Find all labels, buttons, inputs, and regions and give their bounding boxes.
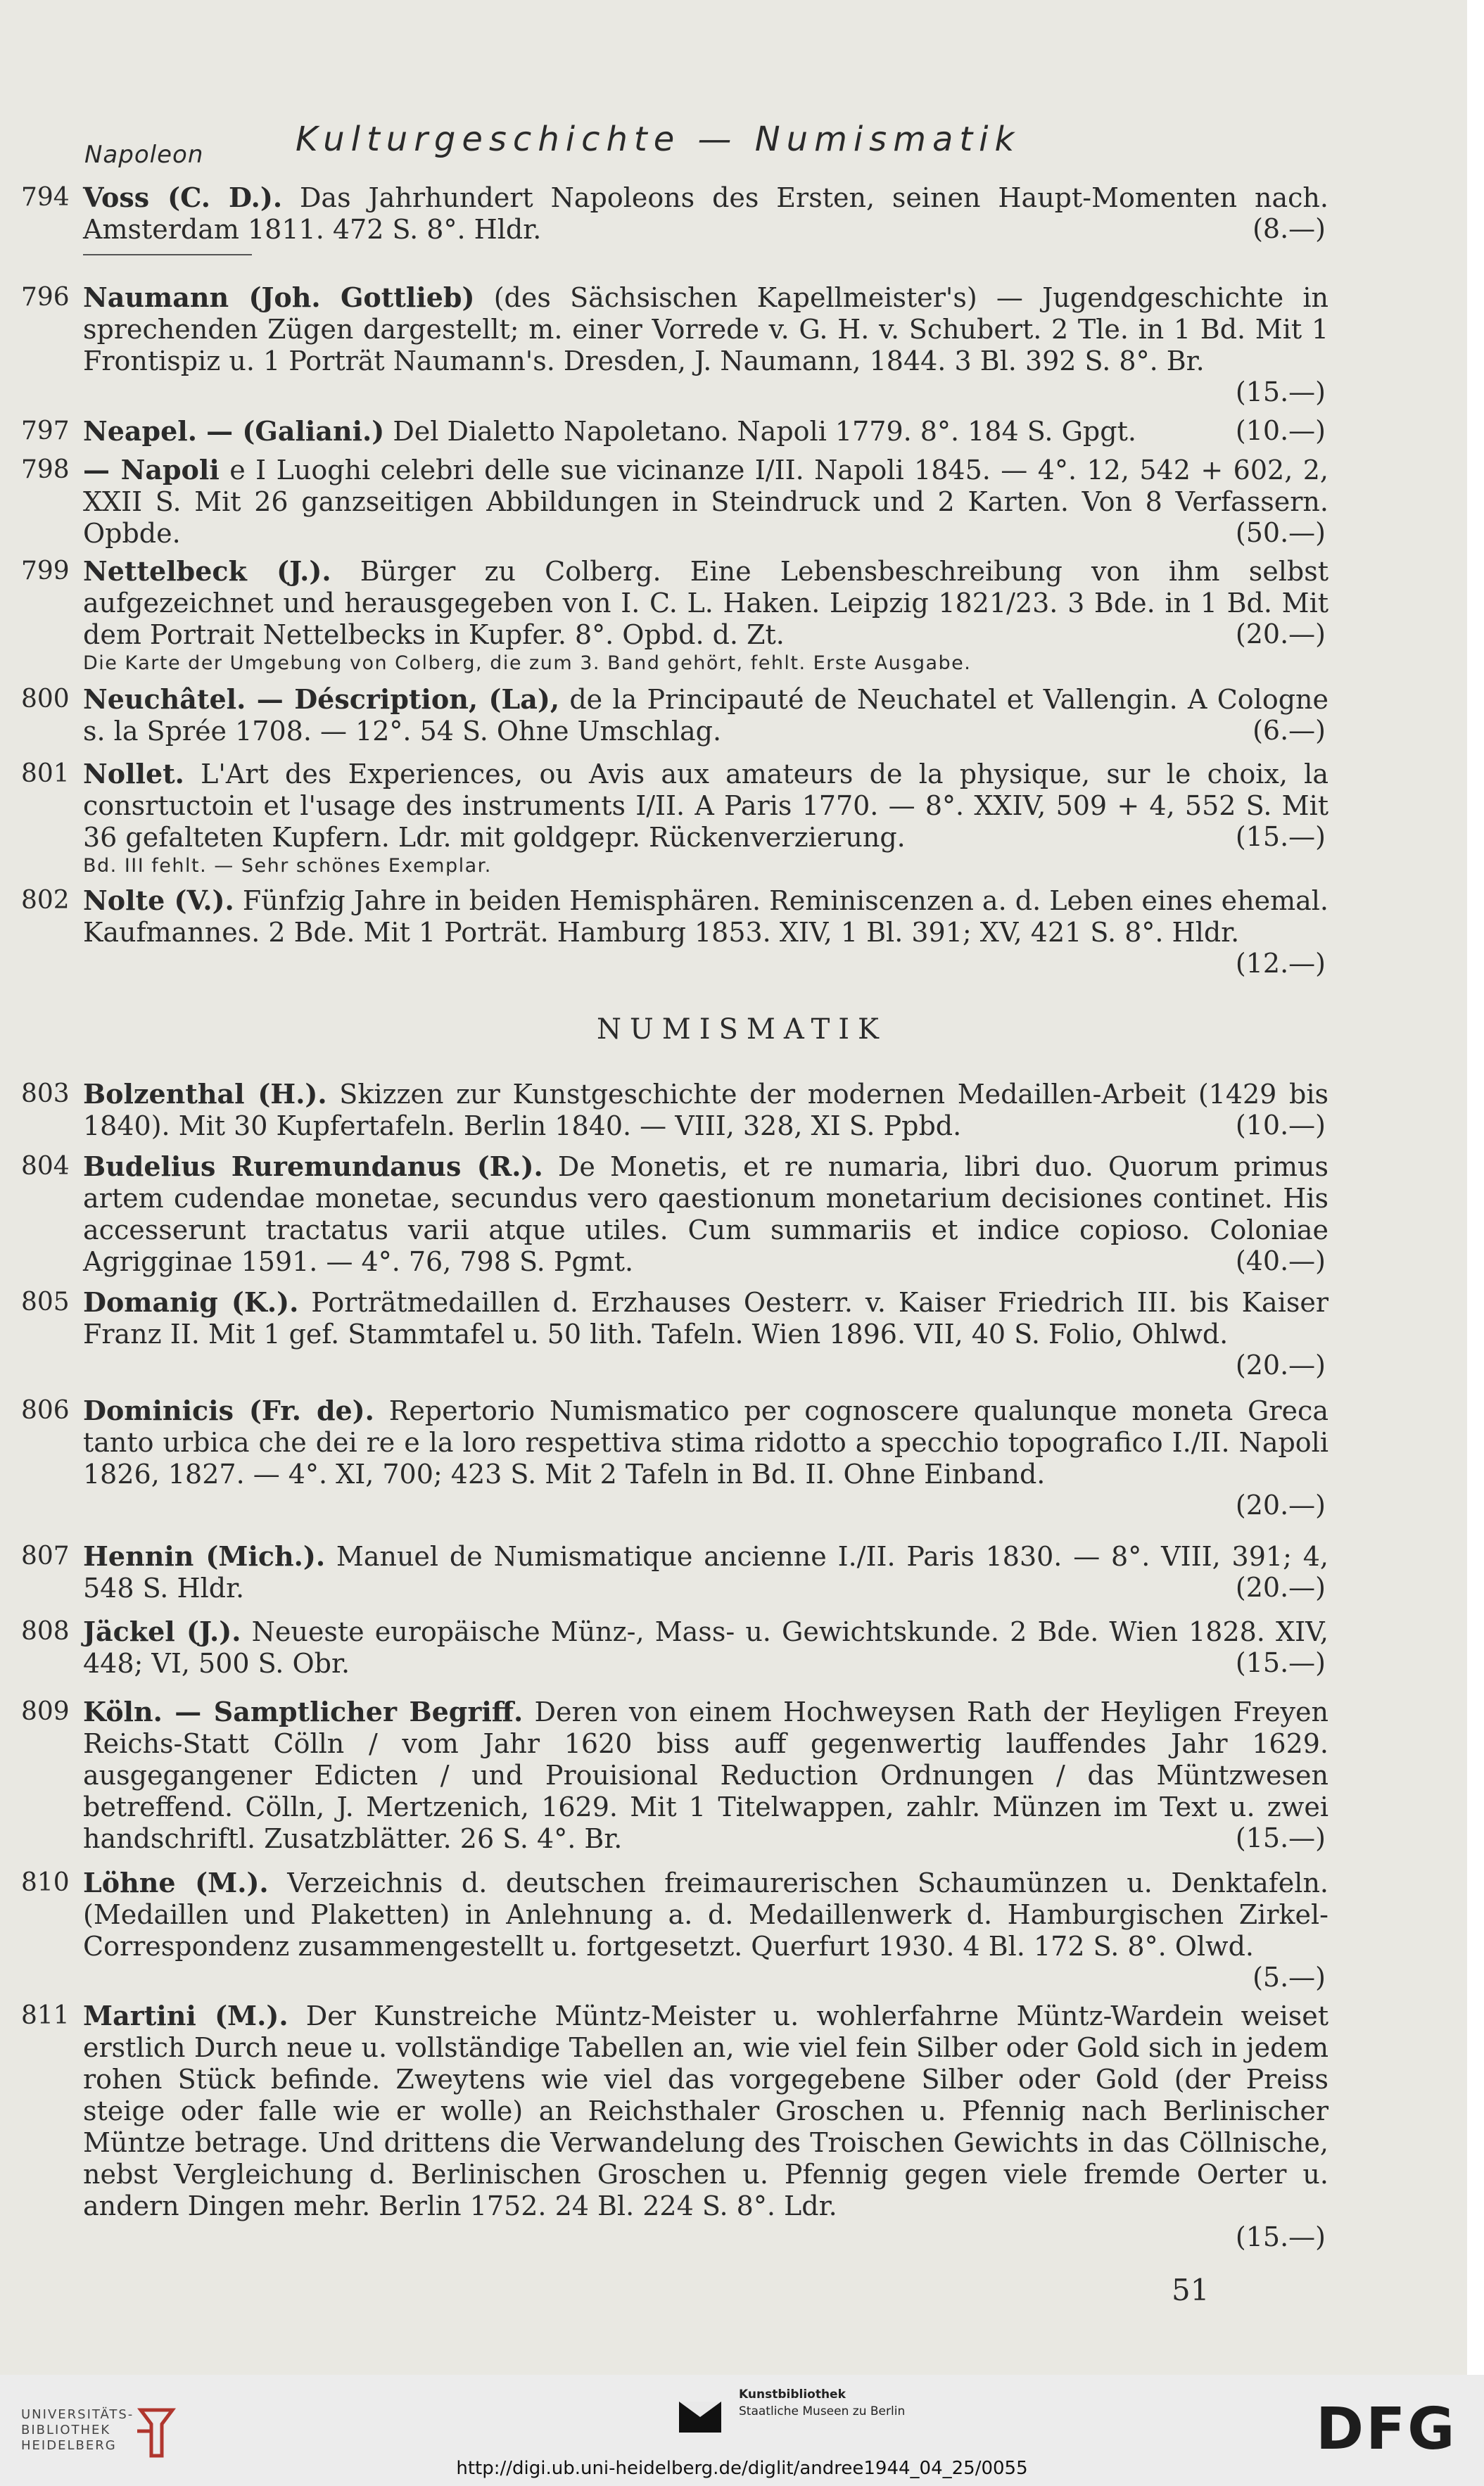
- entry-price: (10.—): [1235, 415, 1326, 446]
- entry-number: 810: [21, 1868, 70, 1897]
- entry-description: de la Principauté de Neuchatel et Vallengin. A Cologne s. la Sprée 1708. — 12°. 54 S. Ohne Umschlag.: [83, 684, 1328, 747]
- entry-author: Bolzenthal (H.).: [83, 1078, 327, 1110]
- entry-description: Neueste europäische Münz-, Mass- u. Gewichtskunde. 2 Bde. Wien 1828. XIV, 448; VI, 500 S. Obr.: [83, 1616, 1328, 1679]
- entry-text: [83, 1616, 1328, 1680]
- entry-number: 801: [21, 759, 70, 788]
- running-head-left: Napoleon: [84, 141, 204, 169]
- entry-author: Neapel. — (Galiani.): [83, 415, 385, 447]
- entry-description: e I Luoghi celebri delle sue vicinanze I/II. Napoli 1845. — 4°. 12, 542 + 602, 2, XXII S. Mit 26 ganzseitigen Abbildungen in Steindruck und 2 Karten. Von 8 Verfassern. Opbde.: [83, 455, 1329, 549]
- entry-author: Neuchâtel. — Déscription, (La),: [83, 683, 560, 715]
- page-edge: [1467, 0, 1484, 2375]
- entry-description: Skizzen zur Kunstgeschichte der modernen Medaillen-Arbeit (1429 bis 1840). Mit 30 Kupfertafeln. Berlin 1840. — VIII, 328, XI S. Ppbd.: [83, 1079, 1328, 1141]
- entry-text: [83, 683, 1328, 747]
- entry-number: 811: [21, 2001, 70, 2030]
- entry-number: 809: [21, 1697, 70, 1726]
- university-line: HEIDELBERG: [21, 2438, 117, 2453]
- entry-description: Porträtmedaillen d. Erzhauses Oesterr. v. Kaiser Friedrich III. bis Kaiser Franz II. Mit 1 gef. Stammtafel u. 50 lith. Tafeln. Wien 1896. VII, 40 S. Folio, Ohlwd.: [83, 1287, 1328, 1350]
- entry-number: 803: [21, 1079, 70, 1108]
- entry-number: 796: [21, 283, 70, 312]
- entry-price: (20.—): [1235, 619, 1326, 649]
- page-number: 51: [1172, 2273, 1210, 2307]
- entry-number: 797: [21, 417, 70, 445]
- entry-description: De Monetis, et re numaria, libri duo. Quorum primus artem cudendae monetae, secundus vero qaestionum monetarium decisiones continet. His accesserunt tractatus varii atque utiles. Cum summariis et indice copioso. Coloniae Agrigginae 1591. — 4°. 76, 798 S. Pgmt.: [83, 1151, 1328, 1277]
- entry-author: Budelius Ruremundanus (R.).: [83, 1150, 543, 1182]
- entry-text: [83, 281, 1328, 377]
- entry-note: Die Karte der Umgebung von Colberg, die zum 3. Band gehört, fehlt. Erste Ausgabe.: [83, 652, 972, 674]
- entry-text: [83, 555, 1328, 651]
- dfg-logo: DFG: [1316, 2396, 1457, 2463]
- entry-price: (6.—): [1252, 715, 1326, 746]
- entry-author: Nettelbeck (J.).: [83, 555, 331, 587]
- entry-author: — Napoli: [83, 454, 220, 486]
- entry-author: Voss (C. D.).: [83, 182, 283, 213]
- entry-number: 806: [21, 1396, 70, 1425]
- entry-description: (des Sächsischen Kapellmeister's) — Jugendgeschichte in sprechenden Zügen dargestellt; m. einer Vorrede v. G. H. v. Schubert. 2 Tle. in 1 Bd. Mit 1 Frontispiz u. 1 Porträt Naumann's. Dresden, J. Naumann, 1844. 3 Bl. 392 S. 8°. Br.: [83, 282, 1328, 376]
- entry-price: (20.—): [1235, 1572, 1326, 1603]
- entry-text: [83, 1395, 1328, 1490]
- entry-number: 807: [21, 1542, 70, 1571]
- entry-description: Del Dialetto Napoletano. Napoli 1779. 8°. 184 S. Gpgt.: [384, 416, 1136, 447]
- running-head-title: Kulturgeschichte — Numismatik: [296, 120, 1021, 159]
- entry-author: Naumann (Joh. Gottlieb): [83, 281, 475, 313]
- kunstbibliothek-title: Kunstbibliothek: [739, 2387, 846, 2402]
- entry-price: (10.—): [1235, 1110, 1326, 1141]
- entry-price: (15.—): [1235, 376, 1326, 407]
- entry-author: Köln. — Samptlicher Begriff.: [83, 1696, 524, 1727]
- entry-price: (15.—): [1235, 1822, 1326, 1853]
- entry-text: [83, 454, 1328, 550]
- entry-description: Bürger zu Colberg. Eine Lebensbeschreibung von ihm selbst aufgezeichnet und herausgegeben von I. C. L. Haken. Leipzig 1821/23. 3 Bde. in 1 Bd. Mit dem Portrait Nettelbecks in Kupfer. 8°. Opbd. d. Zt.: [83, 556, 1328, 650]
- entry-author: Hennin (Mich.).: [83, 1540, 326, 1572]
- entry-price: (8.—): [1252, 213, 1326, 244]
- entry-number: 805: [21, 1288, 70, 1317]
- entry-description: Manuel de Numismatique ancienne I./II. Paris 1830. — 8°. VIII, 391; 4, 548 S. Hldr.: [83, 1541, 1328, 1604]
- entry-description: Repertorio Numismatico per cognoscere qualunque moneta Greca tanto urbica che dei re e la loro respettiva stima ridotto a specchio topografico I./II. Napoli 1826, 1827. — 4°. XI, 700; 423 S. Mit 2 Tafeln in Bd. II. Ohne Einband.: [83, 1395, 1328, 1490]
- entry-price: (20.—): [1235, 1350, 1326, 1381]
- entry-text: [83, 1867, 1328, 1962]
- entry-author: Löhne (M.).: [83, 1867, 269, 1898]
- separator-rule: [83, 254, 252, 255]
- entry-text: [83, 415, 1328, 448]
- entry-number: 800: [21, 685, 70, 714]
- entry-price: (5.—): [1252, 1962, 1326, 1993]
- entry-price: (15.—): [1235, 1647, 1326, 1678]
- kunstbibliothek-logo-icon: [679, 2389, 728, 2438]
- entry-text: [83, 1078, 1328, 1142]
- entry-text: [83, 1150, 1328, 1278]
- entry-text: [83, 182, 1328, 246]
- section-heading: NUMISMATIK: [597, 1013, 887, 1046]
- entry-description: Der Kunstreiche Müntz-Meister u. wohlerfahrne Müntz-Wardein weiset erstlich Durch neue u. vollständige Tabellen an, wie viel fein Silber oder Gold sich in jedem rohen Stück befinde. Zweytens wie viel das vorgegebene Silber oder Gold (der Preiss steige oder falle wie er wolle) an Reichsthaler Groschen u. Pfennig nach Berlinischer Müntze betrage. Und drittens die Verwandelung des Troischen Gewichts in das Cöllnische, nebst Vergleichung d. Berlinischen Groschen u. Pfennig gegen viele fremde Oerter u. andern Dingen mehr. Berlin 1752. 24 Bl. 224 S. 8°. Ldr.: [83, 2000, 1329, 2221]
- entry-author: Jäckel (J.).: [83, 1616, 241, 1647]
- entry-description: Fünfzig Jahre in beiden Hemisphären. Reminiscenzen a. d. Leben eines ehemal. Kaufmannes. 2 Bde. Mit 1 Porträt. Hamburg 1853. XIV, 1 Bl. 391; XV, 421 S. 8°. Hldr.: [83, 885, 1328, 948]
- entry-price: (40.—): [1235, 1245, 1326, 1276]
- entry-number: 802: [21, 886, 70, 915]
- entry-author: Domanig (K.).: [83, 1286, 299, 1318]
- entry-description: Deren von einem Hochweysen Rath der Heyligen Freyen Reichs-Statt Cölln / vom Jahr 1620 biss auff gegenwertig lauffendes Jahr 1629. ausgegangener Edicten / und Prouisional Reduction Ordnungen / das Müntzwesen betreffend. Cölln, J. Mertzenich, 1629. Mit 1 Titelwappen, zahlr. Münzen im Text u. zwei handschriftl. Zusatzblätter. 26 S. 4°. Br.: [83, 1697, 1328, 1854]
- entry-text: [83, 1286, 1328, 1350]
- entry-text: [83, 1540, 1328, 1604]
- entry-description: Das Jahrhundert Napoleons des Ersten, seinen Haupt-Momenten nach. Amsterdam 1811. 472 S. 8°. Hldr.: [83, 182, 1328, 245]
- university-line: BIBLIOTHEK: [21, 2423, 111, 2437]
- entry-price: (50.—): [1235, 517, 1326, 548]
- entry-text: [83, 2000, 1328, 2222]
- entry-note: Bd. III fehlt. — Sehr schönes Exemplar.: [83, 855, 492, 877]
- entry-number: 808: [21, 1617, 70, 1646]
- entry-price: (15.—): [1235, 2221, 1326, 2252]
- entry-price: (15.—): [1235, 821, 1326, 852]
- entry-number: 794: [21, 183, 70, 212]
- entry-text: [83, 758, 1328, 854]
- entry-price: (20.—): [1235, 1490, 1326, 1521]
- entry-author: Dominicis (Fr. de).: [83, 1395, 374, 1426]
- entry-description: L'Art des Experiences, ou Avis aux amateurs de la physique, sur le choix, la consrtuctoin et l'usage des instruments I/II. A Paris 1770. — 8°. XXIV, 509 + 4, 552 S. Mit 36 gefalteten Kupfern. Ldr. mit goldgepr. Rückenverzierung.: [83, 759, 1328, 853]
- entry-author: Nollet.: [83, 758, 184, 789]
- entry-number: 798: [21, 455, 70, 484]
- entry-description: Verzeichnis d. deutschen freimaurerischen Schaumünzen u. Denktafeln. (Medaillen und Plaketten) in Anlehnung a. d. Medaillenwerk d. Hamburgischen Zirkel-Correspondenz zusammengestellt u. fortgesetzt. Querfurt 1930. 4 Bl. 172 S. 8°. Olwd.: [83, 1867, 1328, 1962]
- university-library-label: [21, 2407, 134, 2454]
- kunstbibliothek-subtitle: Staatliche Museen zu Berlin: [739, 2404, 906, 2418]
- source-url-link[interactable]: http://digi.ub.uni-heidelberg.de/diglit/andree1944_04_25/0055: [456, 2458, 1028, 2479]
- university-logo-icon: [134, 2403, 183, 2459]
- entry-number: 804: [21, 1152, 70, 1181]
- entry-author: Nolte (V.).: [83, 884, 234, 916]
- entry-author: Martini (M.).: [83, 2000, 288, 2031]
- university-line: UNIVERSITÄTS-: [21, 2407, 134, 2422]
- entry-text: [83, 884, 1328, 949]
- entry-number: 799: [21, 557, 70, 585]
- kunstbibliothek-label: [739, 2386, 905, 2420]
- footer-bar: [0, 2375, 1484, 2486]
- entry-text: [83, 1696, 1328, 1855]
- entry-price: (12.—): [1235, 948, 1326, 979]
